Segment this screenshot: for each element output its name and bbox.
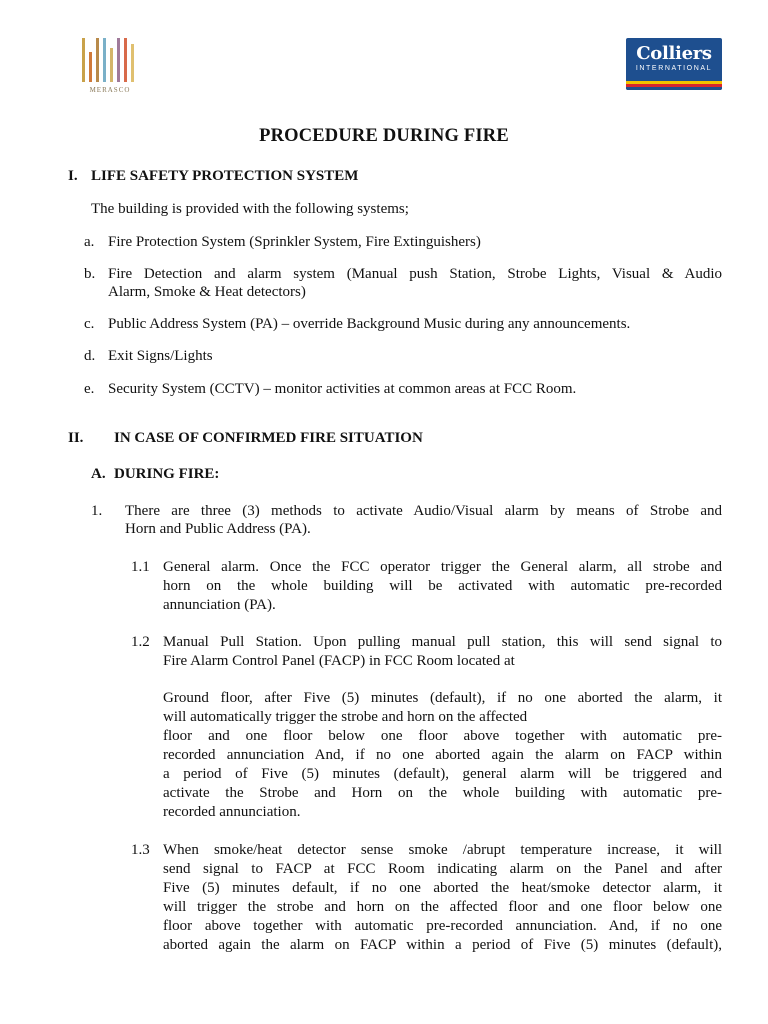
paragraph-line: When smoke/heat detector sense smoke /abrupt temperature increase, it will <box>163 842 722 858</box>
list-marker: e. <box>84 381 95 397</box>
list-item-text: Fire Detection and alarm system (Manual push Station, Strobe Lights, Visual & Audio <box>108 266 722 282</box>
paragraph-line: Fire Alarm Control Panel (FACP) in FCC Room located at <box>163 653 515 669</box>
subsection-heading: DURING FIRE: <box>114 466 220 482</box>
section-1-heading: LIFE SAFETY PROTECTION SYSTEM <box>91 168 359 184</box>
paragraph-line: annunciation (PA). <box>163 597 276 613</box>
paragraph-line: recorded annunciation And, if no one aborted again the alarm on FACP within <box>163 747 722 763</box>
paragraph-line: Five (5) minutes default, if no one aborted the heat/smoke detector alarm, it <box>163 880 722 896</box>
logo-bars-graphic <box>80 38 136 82</box>
paragraph-line: horn on the whole building will be activated with automatic pre-recorded <box>163 578 722 594</box>
list-marker: b. <box>84 266 96 282</box>
subitem-number: 1.1 <box>131 559 150 575</box>
colliers-logo-name: Colliers <box>636 43 712 64</box>
paragraph-line: floor and one floor below one floor above together with automatic pre- <box>163 728 722 744</box>
list-item-text: Security System (CCTV) – monitor activities at common areas at FCC Room. <box>108 381 577 397</box>
paragraph-line: floor above together with automatic pre-recorded annunciation. And, if no one <box>163 918 722 934</box>
page-title: PROCEDURE DURING FIRE <box>259 126 509 146</box>
subitem-number: 1.3 <box>131 842 150 858</box>
logo-stripe-blue <box>626 87 722 90</box>
item-number: 1. <box>91 503 103 519</box>
paragraph-line: a period of Five (5) minutes (default), general alarm will be triggered and <box>163 766 722 782</box>
subsection-number: A. <box>91 466 106 482</box>
paragraph-line: Manual Pull Station. Upon pulling manual pull station, this will send signal to <box>163 634 722 650</box>
section-2-heading: IN CASE OF CONFIRMED FIRE SITUATION <box>114 430 423 446</box>
list-item-text-cont: Alarm, Smoke & Heat detectors) <box>108 284 306 300</box>
paragraph-line: Ground floor, after Five (5) minutes (default), if no one aborted the alarm, it <box>163 690 722 706</box>
merasco-logo <box>80 38 140 98</box>
list-marker: d. <box>84 348 96 364</box>
paragraph-line: aborted again the alarm on FACP within a period of Five (5) minutes (default), <box>163 937 722 953</box>
list-item-text: Exit Signs/Lights <box>108 348 213 364</box>
list-marker: c. <box>84 316 95 332</box>
paragraph-line: There are three (3) methods to activate Audio/Visual alarm by means of Strobe and <box>125 503 722 519</box>
paragraph-line: will automatically trigger the strobe and horn on the affected <box>163 709 528 725</box>
section-2-number: II. <box>68 430 84 446</box>
colliers-logo-sub: INTERNATIONAL <box>635 65 713 72</box>
paragraph-line: recorded annunciation. <box>163 804 301 820</box>
colliers-logo <box>626 38 722 90</box>
list-marker: a. <box>84 234 95 250</box>
list-item-text: Fire Protection System (Sprinkler System, Fire Extinguishers) <box>108 234 481 250</box>
paragraph-line: send signal to FACP at FCC Room indicating alarm on the Panel and after <box>163 861 722 877</box>
section-1-intro: The building is provided with the following systems; <box>91 201 409 217</box>
paragraph-line: will trigger the strobe and horn on the affected floor and one floor below one <box>163 899 722 915</box>
paragraph-line: General alarm. Once the FCC operator trigger the General alarm, all strobe and <box>163 559 722 575</box>
subitem-number: 1.2 <box>131 634 150 650</box>
paragraph-line: activate the Strobe and Horn on the whole building with automatic pre- <box>163 785 722 801</box>
section-1-number: I. <box>68 168 78 184</box>
list-item-text: Public Address System (PA) – override Background Music during any announcements. <box>108 316 631 332</box>
logo-wordmark: MERASCO <box>89 86 131 94</box>
paragraph-line: Horn and Public Address (PA). <box>125 521 311 537</box>
